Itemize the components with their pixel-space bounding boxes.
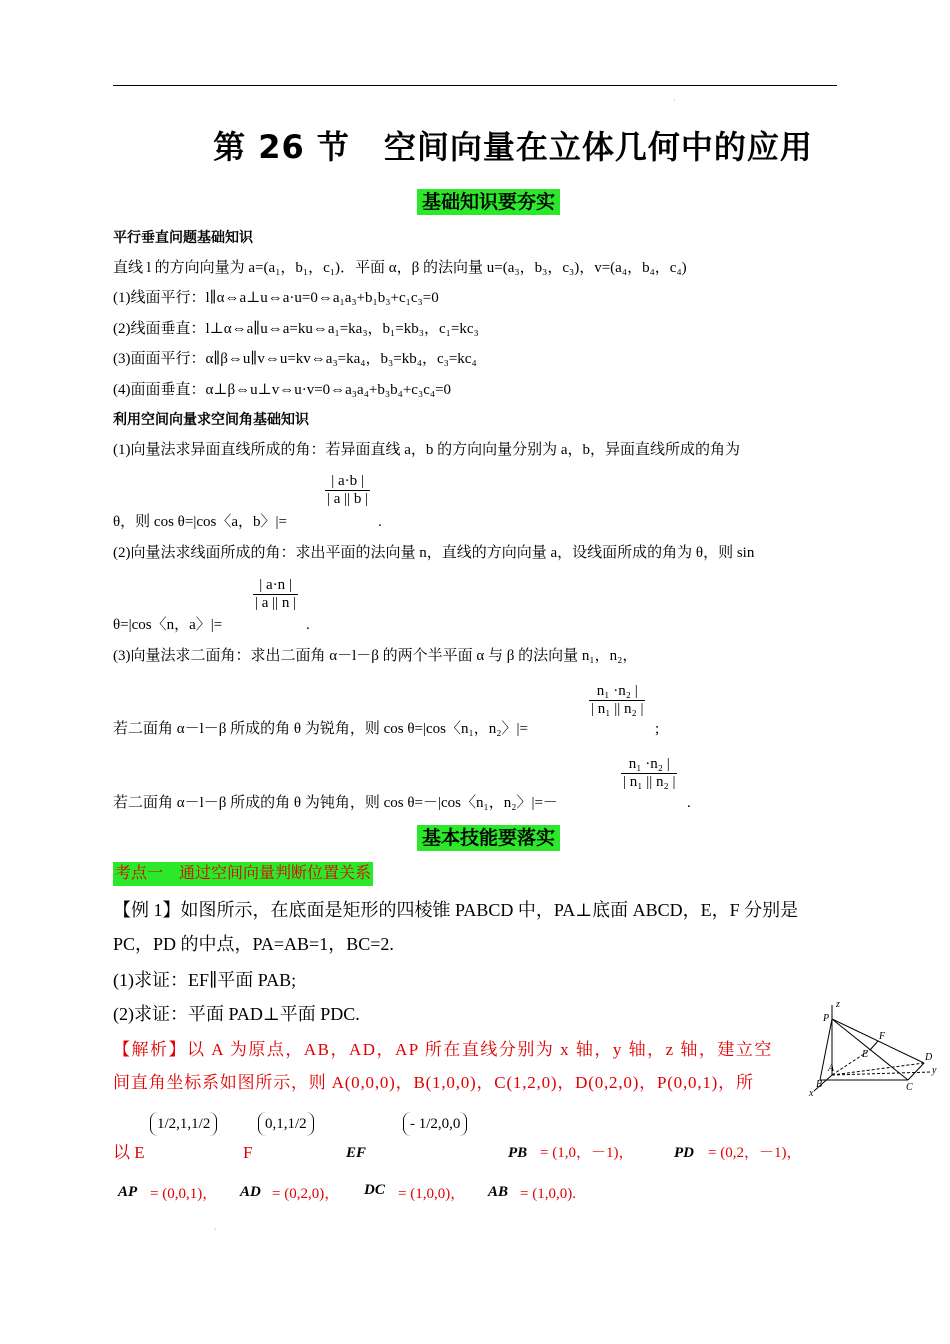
decor-dot: · — [673, 96, 676, 105]
label-y: y — [932, 1065, 937, 1076]
topic-point-1: 考点一 通过空间向量判断位置关系 — [113, 862, 373, 886]
dihedral-obtuse: 若二面角 α－l－β 所成的角 θ 为钝角，则 cos θ=－|cos〈n₁，n₂〉|=－ — [113, 795, 558, 811]
fraction-na — [253, 577, 298, 612]
angle-line-plane: (2)向量法求线面所成的角：求出平面的法向量 n，直线的方向向量 a，设线面所成的角为 θ，则 sin — [113, 545, 755, 561]
fraction-n12-den: | n₁ || n₂ | — [591, 701, 644, 717]
fraction-n12-obtuse — [621, 756, 677, 791]
vector-ad-value: = (0,2,0)， — [272, 1186, 340, 1202]
angle-skew-formula: θ，则 cos θ=|cos〈a，b〉|= — [113, 514, 287, 530]
angle-dihedral: (3)向量法求二面角：求出二面角 α－l－β 的两个半平面 α 与 β 的法向量 n₁，n₂， — [113, 648, 638, 664]
vector-ap: AP — [118, 1184, 138, 1200]
fraction-n12-den: | n₁ || n₂ | — [623, 774, 676, 790]
decor-dot: · — [214, 1225, 217, 1234]
fraction-ab-den: | a || b | — [327, 491, 369, 507]
heading-parallel: 平行垂直问题基础知识 — [113, 230, 253, 246]
vector-pd: PD — [674, 1145, 694, 1161]
matrix-ef-values: - 1/2,0,0 — [403, 1112, 467, 1136]
period: . — [306, 617, 310, 633]
vector-pb-value: = (1,0，－1)， — [540, 1145, 634, 1161]
header-rule — [113, 85, 837, 86]
matrix-e-values: 1/2,1,1/2 — [150, 1112, 217, 1136]
angle-skew-lines: (1)向量法求异面直线所成的角：若异面直线 a，b 的方向向量分别为 a，b，异面直线所成的角为 — [113, 442, 741, 458]
vector-dc-value: = (1,0,0)， — [398, 1186, 466, 1202]
label-z: z — [836, 999, 840, 1010]
vector-ab-value: = (1,0,0). — [520, 1186, 576, 1202]
edge-CD — [908, 1063, 924, 1080]
label-x: x — [809, 1088, 814, 1099]
solution-line-1: 【解析】以 A 为原点，AB，AD，AP 所在直线分别为 x 轴，y 轴，z 轴，建立空 — [113, 1040, 773, 1059]
fraction-na-den: | a || n | — [255, 595, 297, 611]
rule-line-plane-parallel: (1)线面平行：l∥α⇔a⊥u⇔a·u=0⇔a₁a₃+b₁b₃+c₁c₃=0 — [113, 290, 439, 306]
vector-ad: AD — [240, 1184, 261, 1200]
title-section: 第 26 节 — [213, 128, 350, 166]
label-A: A — [828, 1063, 835, 1074]
matrix-f-values: 0,1,1/2 — [258, 1112, 314, 1136]
matrix-e — [150, 1112, 217, 1136]
solution-f: F — [243, 1143, 253, 1162]
fraction-ab-num: | a·b | — [325, 473, 370, 491]
fraction-n12-num: n₁ ·n₂ | — [621, 756, 677, 774]
example-question-1: (1)求证：EF∥平面 PAB; — [113, 970, 297, 990]
fraction-n12-acute — [589, 683, 645, 718]
title-name: 空间向量在立体几何中的应用 — [383, 128, 813, 166]
rule-plane-plane-perp: (4)面面垂直：α⊥β⇔u⊥v⇔u·v=0⇔a₃a₄+b₃b₄+c₃c₄=0 — [113, 382, 452, 398]
section-band-skills: 基本技能要落实 — [417, 825, 560, 851]
label-F: F — [879, 1031, 886, 1042]
rule-plane-plane-parallel: (3)面面平行：α∥β⇔u∥v⇔u=kv⇔a₃=ka₄，b₃=kb₄，c₃=kc₄ — [113, 351, 477, 367]
pyramid-figure — [800, 995, 940, 1105]
label-P: P — [823, 1013, 830, 1024]
label-B: B — [816, 1079, 823, 1090]
fraction-n12-num: n₁ ·n₂ | — [589, 683, 645, 701]
solution-line-2: 间直角坐标系如图所示，则 A(0,0,0)，B(1,0,0)，C(1,2,0)，D(0,2,0)，P(0,0,1)，所 — [113, 1073, 754, 1092]
vector-dc: DC — [364, 1182, 385, 1198]
page-title — [113, 122, 913, 168]
dihedral-acute: 若二面角 α－l－β 所成的角 θ 为锐角，则 cos θ=|cos〈n₁，n₂〉|= — [113, 721, 528, 737]
example-question-2: (2)求证：平面 PAD⊥平面 PDC. — [113, 1004, 360, 1024]
example-line-1: 【例 1】如图所示，在底面是矩形的四棱锥 PABCD 中，PA⊥底面 ABCD，E，F 分别是 — [113, 900, 799, 920]
para-direction: 直线 l 的方向向量为 a=(a₁，b₁，c₁)．平面 α，β 的法向量 u=(a₃，b₃，c₃)，v=(a₄，b₄，c₄) — [113, 260, 687, 276]
segment-EF — [870, 1041, 878, 1050]
section-band-basics: 基础知识要夯实 — [417, 189, 560, 215]
vector-pd-value: = (0,2，－1)， — [708, 1145, 802, 1161]
vector-ef: EF — [346, 1145, 367, 1161]
label-C: C — [906, 1082, 913, 1093]
period: . — [378, 514, 382, 530]
label-E: E — [862, 1049, 869, 1060]
label-D: D — [925, 1052, 933, 1063]
fraction-na-num: | a·n | — [253, 577, 298, 595]
vector-pb: PB — [508, 1145, 528, 1161]
fraction-ab — [325, 473, 370, 508]
semicolon: ; — [655, 721, 660, 737]
vector-ab: AB — [488, 1184, 509, 1200]
matrix-f — [258, 1112, 314, 1136]
matrix-ef — [403, 1112, 467, 1136]
angle-line-plane-formula: θ=|cos〈n，a〉|= — [113, 617, 223, 633]
heading-angles: 利用空间向量求空间角基础知识 — [113, 412, 309, 428]
example-line-2: PC，PD 的中点，PA=AB=1，BC=2. — [113, 934, 394, 954]
vector-ap-value: = (0,0,1)， — [150, 1186, 218, 1202]
rule-line-plane-perp: (2)线面垂直：l⊥α⇔a∥u⇔a=ku⇔a₁=ka₃，b₁=kb₃，c₁=kc₃ — [113, 321, 479, 337]
period: . — [687, 795, 691, 811]
solution-yi-e: 以 E — [113, 1143, 145, 1162]
